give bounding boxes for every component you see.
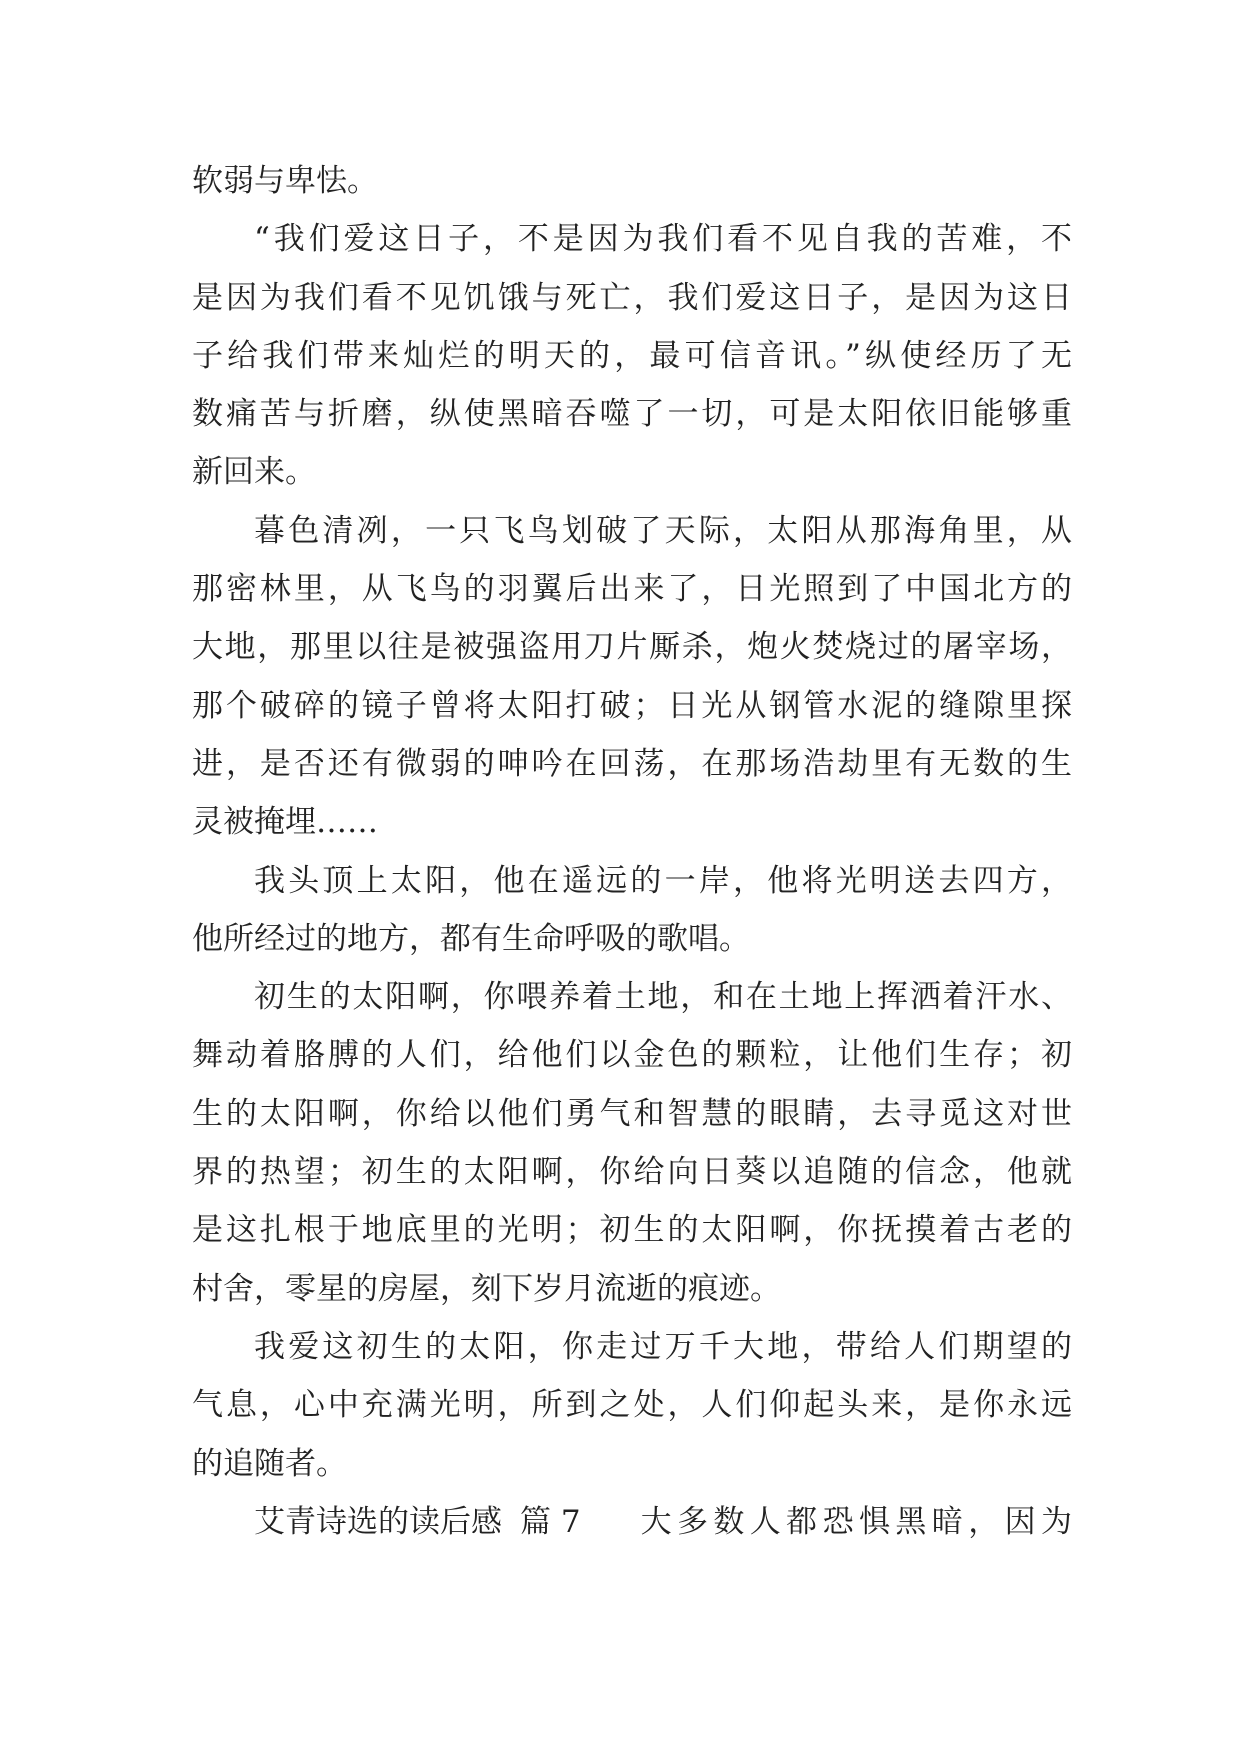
text-line: 初生的太阳啊，你喂养着土地，和在土地上挥洒着汗水、 xyxy=(254,979,1072,1016)
text-line: 子给我们带来灿烂的明天的，最可信音讯。”纵使经历了无 xyxy=(192,337,1072,374)
section-title: 艾青诗选的读后感 xyxy=(254,1503,502,1540)
text-line: 进，是否还有微弱的呻吟在回荡，在那场浩劫里有无数的生 xyxy=(192,745,1072,782)
text-line: 暮色清冽，一只飞鸟划破了天际，太阳从那海角里，从 xyxy=(254,512,1072,549)
text-line: 界的热望；初生的太阳啊，你给向日葵以追随的信念，他就 xyxy=(192,1154,1072,1191)
text-line: 是这扎根于地底里的光明；初生的太阳啊，你抚摸着古老的 xyxy=(192,1212,1072,1249)
text-line: 大地，那里以往是被强盗用刀片厮杀，炮火焚烧过的屠宰场， xyxy=(192,629,1072,666)
text-line: 他所经过的地方，都有生命呼吸的歌唱。 xyxy=(192,920,750,957)
text-line: 村舍，零星的房屋，刻下岁月流逝的痕迹。 xyxy=(192,1270,781,1307)
section-number: 篇 7 xyxy=(520,1503,581,1540)
text-line: 我头顶上太阳，他在遥远的一岸，他将光明送去四方， xyxy=(254,862,1072,899)
document-body xyxy=(192,152,1072,1551)
text-line: 那个破碎的镜子曾将太阳打破；日光从钢管水泥的缝隙里探 xyxy=(192,687,1072,724)
text-line: 的追随者。 xyxy=(192,1445,347,1482)
section-heading-line xyxy=(192,1493,1072,1551)
text-line: 我爱这初生的太阳，你走过万千大地，带给人们期望的 xyxy=(254,1328,1072,1365)
text-line: 生的太阳啊，你给以他们勇气和智慧的眼睛，去寻觅这对世 xyxy=(192,1095,1072,1132)
text-line: “我们爱这日子，不是因为我们看不见自我的苦难，不 xyxy=(254,221,1072,258)
text-line: 新回来。 xyxy=(192,454,316,491)
section-opening-text: 大多数人都恐惧黑暗，因为 xyxy=(640,1503,1072,1540)
text-line: 软弱与卑怯。 xyxy=(192,163,378,199)
text-line: 灵被掩埋…… xyxy=(192,804,378,841)
text-line: 那密林里，从飞鸟的羽翼后出来了，日光照到了中国北方的 xyxy=(192,571,1072,608)
text-line: 舞动着胳膊的人们，给他们以金色的颗粒，让他们生存；初 xyxy=(192,1037,1072,1074)
text-line: 气息，心中充满光明，所到之处，人们仰起头来，是你永远 xyxy=(192,1387,1072,1424)
text-line: 是因为我们看不见饥饿与死亡，我们爱这日子，是因为这日 xyxy=(192,279,1072,316)
text-line: 数痛苦与折磨，纵使黑暗吞噬了一切，可是太阳依旧能够重 xyxy=(192,396,1072,433)
